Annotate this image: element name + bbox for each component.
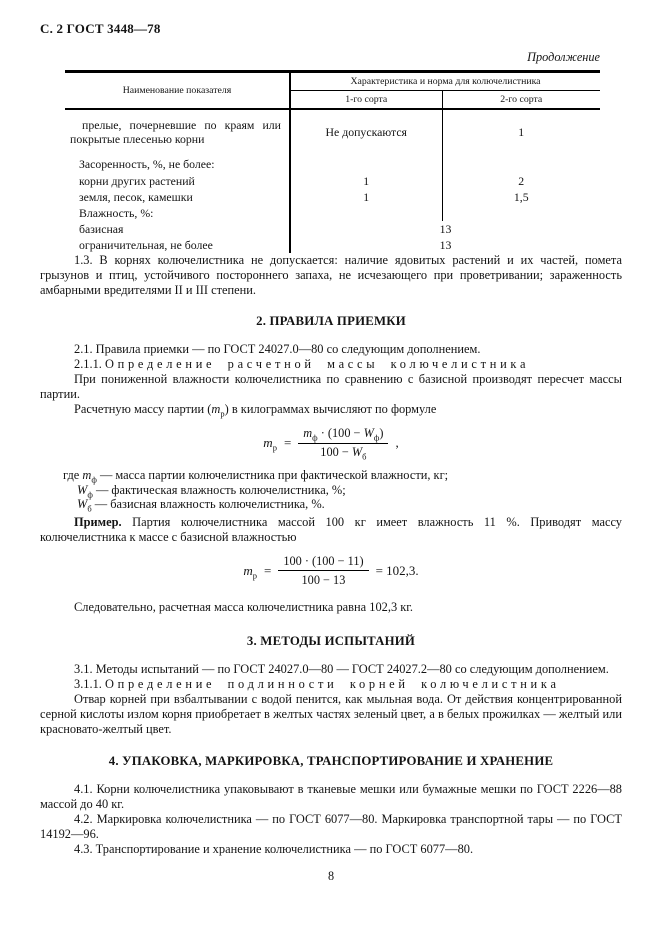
row-name: базисная [65, 221, 290, 237]
col-header-grade2: 2-го сорта [442, 91, 600, 110]
row-name: Влажность, %: [65, 205, 290, 221]
row-grade2-value: 2 [518, 174, 525, 188]
clause-number: 2.1.1. [74, 357, 102, 371]
clause-title: Определение подлинности корней колючелистника [105, 676, 560, 691]
equals-sign: = [283, 435, 292, 450]
paragraph-2-1: 2.1. Правила приемки — по ГОСТ 24027.0—80 со следующим дополнением. [74, 342, 481, 356]
numerator: 100 · (100 − 11) [278, 554, 368, 572]
row-name: земля, песок, камешки [65, 189, 290, 205]
row-merged-value: 13 [439, 238, 452, 252]
paragraph-2-1-1-body: При пониженной влажности колючелистника по сравнению с базисной производят пересчет массы партии. [40, 372, 622, 401]
where-item: $W_б$ — базисная влажность колючелистника, %. [77, 497, 325, 514]
row-merged-value: 13 [439, 222, 452, 236]
formula-result: = 102,3. [375, 562, 419, 578]
page-content [40, 0, 622, 884]
paragraph-formula-intro: Расчетную массу партии $(m_р)$ в килограммах вычисляют по формуле [74, 402, 437, 419]
paragraph-3-1: 3.1. Методы испытаний — по ГОСТ 24027.0—80 — ГОСТ 24027.2—80 со следующим дополнением. [74, 661, 609, 676]
row-grade2-value: 1 [518, 125, 525, 139]
clause-title: Определение расчетной массы колючелистника [105, 357, 530, 371]
row-name: корни других растений [65, 173, 290, 189]
paragraph-4-1: 4.1. Корни колючелистника упаковывают в тканевые мешки или бумажные мешки по ГОСТ 2226—88 массой до 40 кг. [40, 781, 622, 811]
row-grade1-value: 1 [290, 173, 442, 189]
denominator: 100 − 13 [301, 572, 346, 587]
table-row [65, 153, 600, 173]
formula-calculated-mass [40, 426, 622, 460]
formula-example-calculation [40, 554, 622, 588]
running-header: С. 2 ГОСТ 3448—78 [40, 21, 161, 36]
paragraph-4-2: 4.2. Маркировка колючелистника — по ГОСТ 6077—80. Маркировка транспортной тары — по ГОСТ 14192—96. [40, 811, 622, 841]
denominator: $100 - W_б$ [320, 445, 367, 462]
spec-table [65, 70, 600, 253]
row-grade1-value [290, 205, 442, 221]
continuation-label: Продолжение [527, 50, 600, 64]
row-grade2-value [442, 153, 600, 173]
row-grade2-value [442, 205, 600, 221]
section-4-heading: 4. УПАКОВКА, МАРКИРОВКА, ТРАНСПОРТИРОВАНИЕ И ХРАНЕНИЕ [108, 753, 554, 768]
row-grade1-value: 1 [290, 189, 442, 205]
row-grade2-value: 1,5 [513, 190, 529, 204]
formula-tail: , [395, 435, 399, 450]
paragraph-hence: Следовательно, расчетная масса колючелистника равна 102,3 кг. [74, 599, 414, 614]
row-name: ограничительная, не более [65, 237, 290, 253]
table-header-row-1 [65, 72, 600, 91]
paragraph-3-1-1-title [40, 677, 622, 692]
col-header-name: Наименование показателя [65, 72, 290, 110]
table-row [65, 221, 600, 237]
fraction [298, 426, 388, 460]
formula-lhs: $m_р$ [243, 562, 257, 581]
section-3-heading: 3. МЕТОДЫ ИСПЫТАНИЙ [246, 633, 416, 648]
table-row [65, 237, 600, 253]
row-name: прелые, почерневшие по краям или покрытые плесенью корни [70, 118, 281, 146]
table-row [65, 109, 600, 153]
paragraph-example: Пример. Партия колючелистника массой 100 кг имеет влажность 11 %. Приводят массу колючелистника к массе с базисной влажностью [40, 514, 622, 544]
row-grade1-value: Не допускаются [290, 109, 442, 153]
page-number: 8 [327, 868, 335, 883]
col-header-group: Характеристика и норма для колючелистника [290, 72, 600, 91]
formula-lhs: $m_р$ [263, 435, 277, 453]
row-name: Засоренность, %, не более: [65, 153, 290, 173]
table-row [65, 173, 600, 189]
where-item: где $m_ф$ — масса партии колючелистника при фактической влажности, кг; [63, 468, 449, 485]
row-grade1-value [290, 153, 442, 173]
paragraph-4-3: 4.3. Транспортирование и хранение колючелистника — по ГОСТ 6077—80. [74, 841, 474, 856]
col-header-grade1: 1-го сорта [290, 91, 442, 110]
section-2-heading: 2. ПРАВИЛА ПРИЕМКИ [256, 314, 406, 328]
numerator: $m_ф \cdot (100 - W_ф)$ [298, 426, 388, 444]
where-item: $W_ф$ — фактическая влажность колючелистника, %; [77, 482, 346, 499]
table-row [65, 189, 600, 205]
example-label: Пример. [74, 514, 122, 529]
table-row [65, 205, 600, 221]
fraction [278, 554, 368, 588]
paragraph-2-1-1-title [40, 357, 622, 372]
variable-m: m [211, 402, 221, 416]
paragraph-3-1-1-body: Отвар корней при взбалтывании с водой пенится, как мыльная вода. От действия концентрированной серной кислоты излом корня приобретает в желтых частях зеленый цвет, а в белых прожилках — желтый или красновато-желтый цвет. [40, 691, 622, 736]
where-list [40, 468, 622, 512]
paragraph-1-3: 1.3. В корнях колючелистника не допускается: наличие ядовитых растений и их частей, помета грызунов и птиц, устойчивого постороннего запаха, не исчезающего при проветривании; зараженность амбарными вредителями II и III степени. [40, 253, 622, 297]
equals-sign: = [263, 562, 272, 578]
clause-number: 3.1.1. [74, 676, 102, 691]
